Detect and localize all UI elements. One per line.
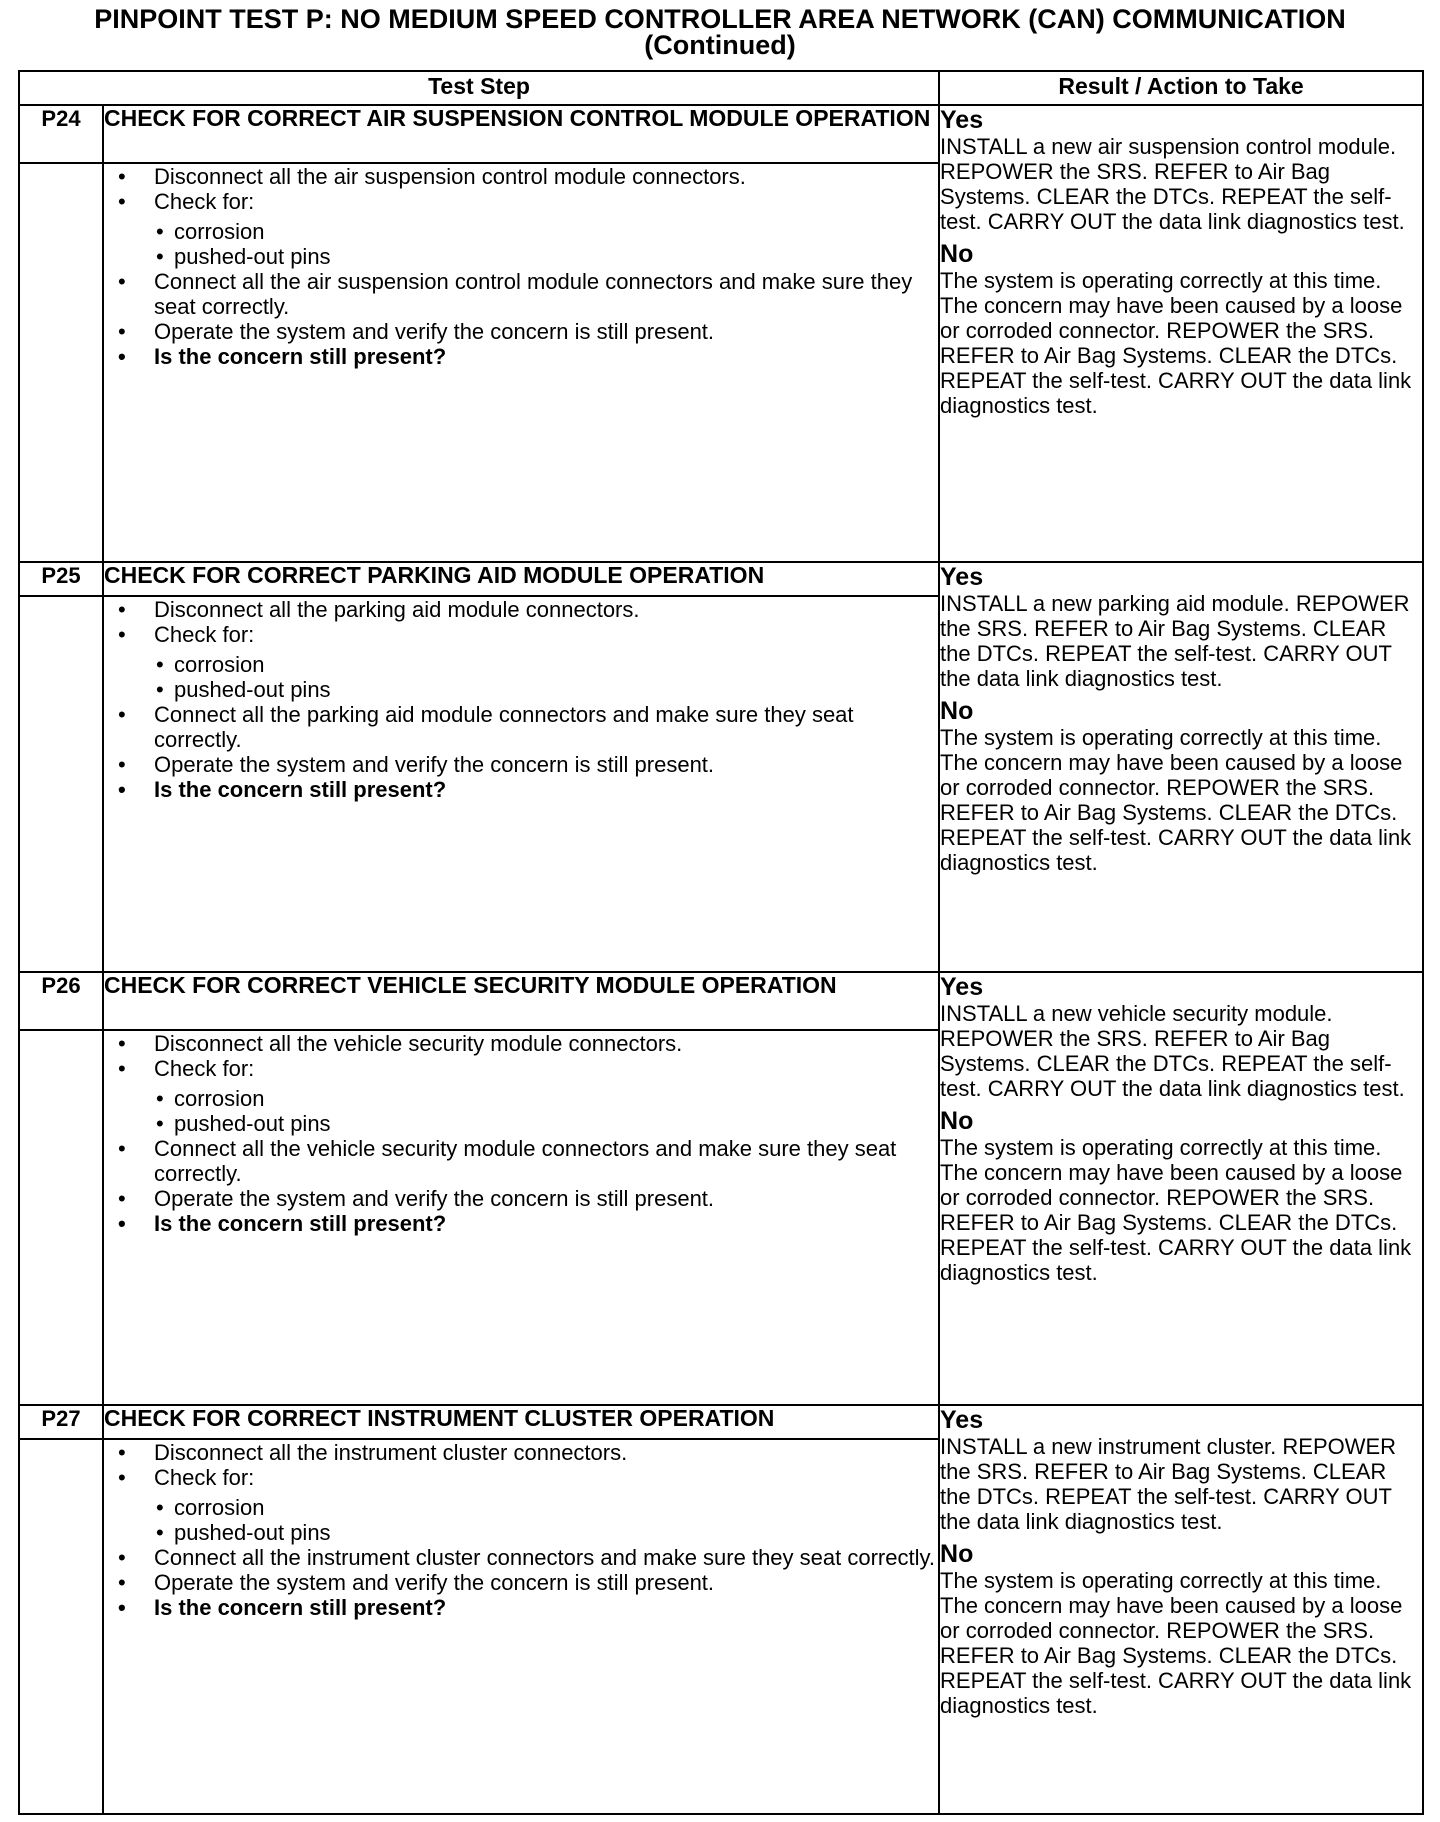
yes-label: Yes (940, 106, 984, 134)
bullet-icon: • (118, 752, 126, 778)
bullet-icon: • (156, 219, 164, 245)
bullet-icon: • (118, 269, 126, 295)
sub-list-item: • corrosion (156, 652, 265, 678)
result-cell (939, 972, 1423, 1405)
question-item: • Is the concern still present? (118, 1594, 447, 1620)
bullet-icon: • (156, 652, 164, 678)
bullet-icon: • (118, 319, 126, 345)
step-code: P26 (19, 972, 103, 1030)
code-spacer (19, 1030, 103, 1405)
sub-list-item: • pushed-out pins (156, 677, 331, 703)
question-item: • Is the concern still present? (118, 777, 447, 803)
bullet-icon: • (118, 164, 126, 190)
pinpoint-test-table (18, 70, 1424, 1815)
bullet-icon: • (118, 1185, 126, 1211)
yes-action: INSTALL a new air suspension control module. REPOWER the SRS. REFER to Air Bag Systems. CLEAR the DTCs. REPEAT the self-test. CARRY OUT the data link diagnostics test. (940, 134, 1405, 234)
yes-label: Yes (940, 563, 984, 592)
step-code: P25 (19, 562, 103, 596)
yes-action: INSTALL a new vehicle security module. REPOWER the SRS. REFER to Air Bag Systems. CLEAR the DTCs. REPEAT the self-test. CARRY OUT the data link diagnostics test. (940, 1000, 1405, 1101)
yes-action: INSTALL a new instrument cluster. REPOWER the SRS. REFER to Air Bag Systems. CLEAR the DTCs. REPEAT the self-test. CARRY OUT the data link diagnostics test. (940, 1433, 1397, 1534)
list-item: • Check for: • corrosion • pushed-out pins (118, 189, 938, 269)
sub-list-item: • pushed-out pins (156, 244, 331, 270)
bullet-icon: • (156, 1494, 164, 1520)
step-instructions (103, 1030, 939, 1405)
code-spacer (19, 163, 103, 562)
step-code: P27 (19, 1405, 103, 1439)
step-instructions (103, 596, 939, 971)
bullet-icon: • (118, 777, 126, 803)
sub-list-item: • pushed-out pins (156, 1110, 331, 1136)
list-item: • Check for: • corrosion • pushed-out pins (118, 1465, 938, 1545)
result-cell (939, 562, 1423, 971)
bullet-icon: • (156, 1085, 164, 1111)
bullet-icon: • (118, 1569, 126, 1595)
bullet-icon: • (118, 1055, 126, 1081)
list-item: • Check for: • corrosion • pushed-out pins (118, 1056, 938, 1136)
code-spacer (19, 1439, 103, 1814)
bullet-icon: • (156, 1519, 164, 1545)
column-header-result: Result / Action to Take (939, 71, 1423, 105)
step-title: CHECK FOR CORRECT AIR SUSPENSION CONTROL MODULE OPERATION (103, 105, 939, 163)
step-code: P24 (19, 105, 103, 163)
bullet-icon: • (118, 622, 126, 648)
bullet-icon: • (118, 1439, 126, 1465)
no-label: No (940, 697, 974, 726)
list-item: • Connect all the parking aid module connectors and make sure they seat correctly. (118, 702, 854, 753)
title-main: PINPOINT TEST P: NO MEDIUM SPEED CONTROLLER AREA NETWORK (CAN) COMMUNICATION (94, 4, 1346, 34)
result-cell (939, 1405, 1423, 1814)
list-item: • Operate the system and verify the concern is still present. (118, 752, 715, 778)
list-item: • Operate the system and verify the concern is still present. (118, 1185, 715, 1211)
bullet-icon: • (118, 1594, 126, 1620)
sub-list-item: • corrosion (156, 1085, 265, 1111)
question-item: • Is the concern still present? (118, 1210, 447, 1236)
bullet-icon: • (118, 1544, 126, 1570)
bullet-icon: • (118, 1135, 126, 1161)
list-item: • Disconnect all the vehicle security module connectors. (118, 1030, 683, 1056)
list-item: • Connect all the vehicle security module connectors and make sure they seat correctly. (118, 1135, 897, 1186)
bullet-icon: • (156, 244, 164, 270)
question-item: • Is the concern still present? (118, 344, 447, 370)
sub-list-item: • pushed-out pins (156, 1519, 331, 1545)
yes-label: Yes (940, 972, 984, 1001)
step-instructions (103, 163, 939, 562)
bullet-icon: • (118, 597, 126, 623)
list-item: • Disconnect all the air suspension control module connectors. (118, 164, 746, 190)
step-title: CHECK FOR CORRECT PARKING AID MODULE OPERATION (103, 562, 939, 596)
bullet-icon: • (118, 1030, 126, 1056)
code-spacer (19, 596, 103, 971)
result-cell (939, 105, 1423, 562)
yes-label: Yes (940, 1405, 984, 1434)
no-label: No (940, 1539, 974, 1568)
step-instructions (103, 1439, 939, 1814)
list-item: • Connect all the air suspension control module connectors and make sure they seat correctly. (118, 269, 913, 320)
list-item: • Disconnect all the parking aid module connectors. (118, 597, 640, 623)
list-item: • Connect all the instrument cluster connectors and make sure they seat correctly. (118, 1544, 935, 1570)
no-action: The system is operating correctly at this time. The concern may have been caused by a loose or corroded connector. REPOWER the SRS. REFER to Air Bag Systems. CLEAR the DTCs. REPEAT the self-test. CARRY OUT the data link diagnostics test. (940, 268, 1412, 418)
bullet-icon: • (156, 677, 164, 703)
bullet-icon: • (118, 189, 126, 215)
no-label: No (940, 240, 974, 268)
page-title (0, 6, 1440, 58)
bullet-icon: • (118, 344, 126, 370)
yes-action: INSTALL a new parking aid module. REPOWER the SRS. REFER to Air Bag Systems. CLEAR the DTCs. REPEAT the self-test. CARRY OUT the data link diagnostics test. (940, 591, 1410, 692)
list-item: • Operate the system and verify the concern is still present. (118, 1569, 715, 1595)
list-item: • Disconnect all the instrument cluster connectors. (118, 1439, 628, 1465)
bullet-icon: • (118, 1210, 126, 1236)
no-action: The system is operating correctly at this time. The concern may have been caused by a loose or corroded connector. REPOWER the SRS. REFER to Air Bag Systems. CLEAR the DTCs. REPEAT the self-test. CARRY OUT the data link diagnostics test. (940, 1134, 1412, 1285)
sub-list-item: • corrosion (156, 1494, 265, 1520)
step-title: CHECK FOR CORRECT INSTRUMENT CLUSTER OPERATION (103, 1405, 939, 1439)
column-header-test-step: Test Step (19, 71, 939, 105)
no-action: The system is operating correctly at this time. The concern may have been caused by a loose or corroded connector. REPOWER the SRS. REFER to Air Bag Systems. CLEAR the DTCs. REPEAT the self-test. CARRY OUT the data link diagnostics test. (940, 725, 1412, 876)
step-title: CHECK FOR CORRECT VEHICLE SECURITY MODULE OPERATION (103, 972, 939, 1030)
title-continued: (Continued) (644, 30, 796, 60)
bullet-icon: • (118, 1464, 126, 1490)
list-item: • Check for: • corrosion • pushed-out pins (118, 622, 938, 702)
bullet-icon: • (118, 702, 126, 728)
bullet-icon: • (156, 1110, 164, 1136)
sub-list-item: • corrosion (156, 219, 265, 245)
list-item: • Operate the system and verify the concern is still present. (118, 319, 715, 345)
no-action: The system is operating correctly at this time. The concern may have been caused by a loose or corroded connector. REPOWER the SRS. REFER to Air Bag Systems. CLEAR the DTCs. REPEAT the self-test. CARRY OUT the data link diagnostics test. (940, 1567, 1412, 1718)
no-label: No (940, 1106, 974, 1135)
